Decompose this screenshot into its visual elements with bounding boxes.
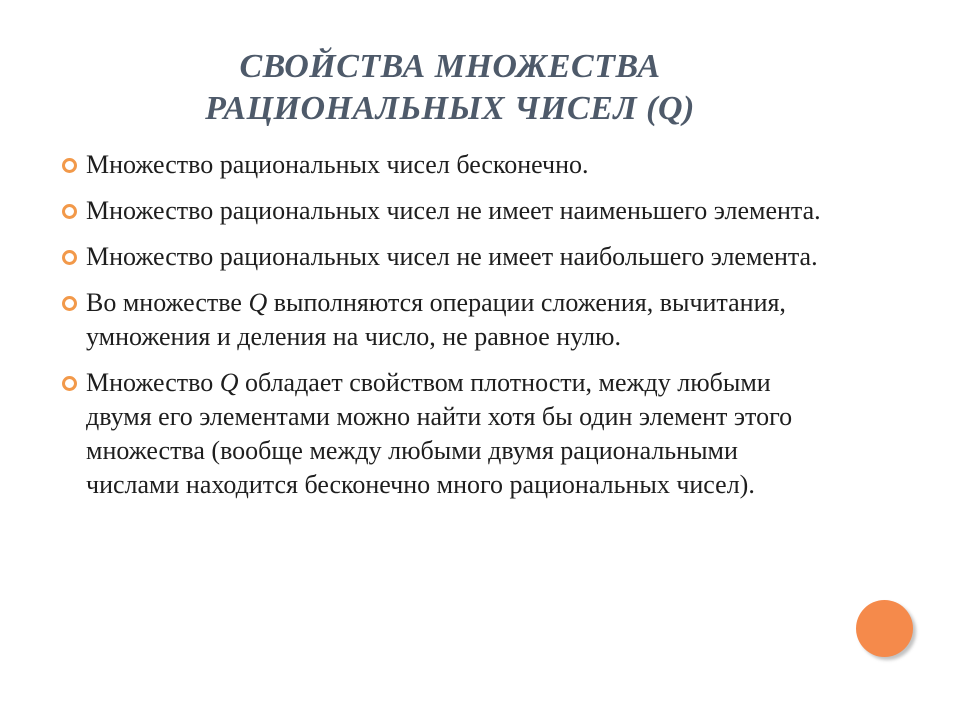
decorative-circle <box>856 600 913 657</box>
bullet-list <box>60 148 830 514</box>
bullet-item <box>60 366 830 502</box>
bullet-item <box>60 240 830 274</box>
bullet-item <box>60 194 830 228</box>
slide-title-line-2: РАЦИОНАЛЬНЫХ ЧИСЕЛ (Q) <box>205 90 695 127</box>
bullet-text-end: обладает свойством плотности, между любыми двумя его элементами можно найти хотя бы один элемент этого множества (вообще между любыми двумя рациональными числами находится бесконечно много рациональных чисел). <box>86 368 793 499</box>
bullet-text: Множество рациональных чисел бесконечно. <box>86 150 589 179</box>
bullet-text: Множество рациональных чисел не имеет наибольшего элемента. <box>86 242 818 271</box>
set-symbol-q: Q <box>219 368 239 397</box>
bullet-text-start: Множество <box>86 368 220 397</box>
bullet-marker-icon <box>62 250 77 265</box>
bullet-marker-icon <box>62 376 77 391</box>
bullet-text-end: выполняются операции сложения, вычитания, умножения и деления на число, не равное нулю. <box>86 288 786 351</box>
bullet-item <box>60 148 830 182</box>
bullet-text-start: Во множестве <box>86 288 249 317</box>
set-symbol-q: Q <box>248 288 268 317</box>
slide-title-line-1: СВОЙСТВА МНОЖЕСТВА <box>239 48 661 85</box>
bullet-marker-icon <box>62 158 77 173</box>
bullet-item <box>60 286 830 354</box>
bullet-text: Множество рациональных чисел не имеет наименьшего элемента. <box>86 196 821 225</box>
bullet-marker-icon <box>62 204 77 219</box>
bullet-marker-icon <box>62 296 77 311</box>
slide-title <box>120 46 780 130</box>
